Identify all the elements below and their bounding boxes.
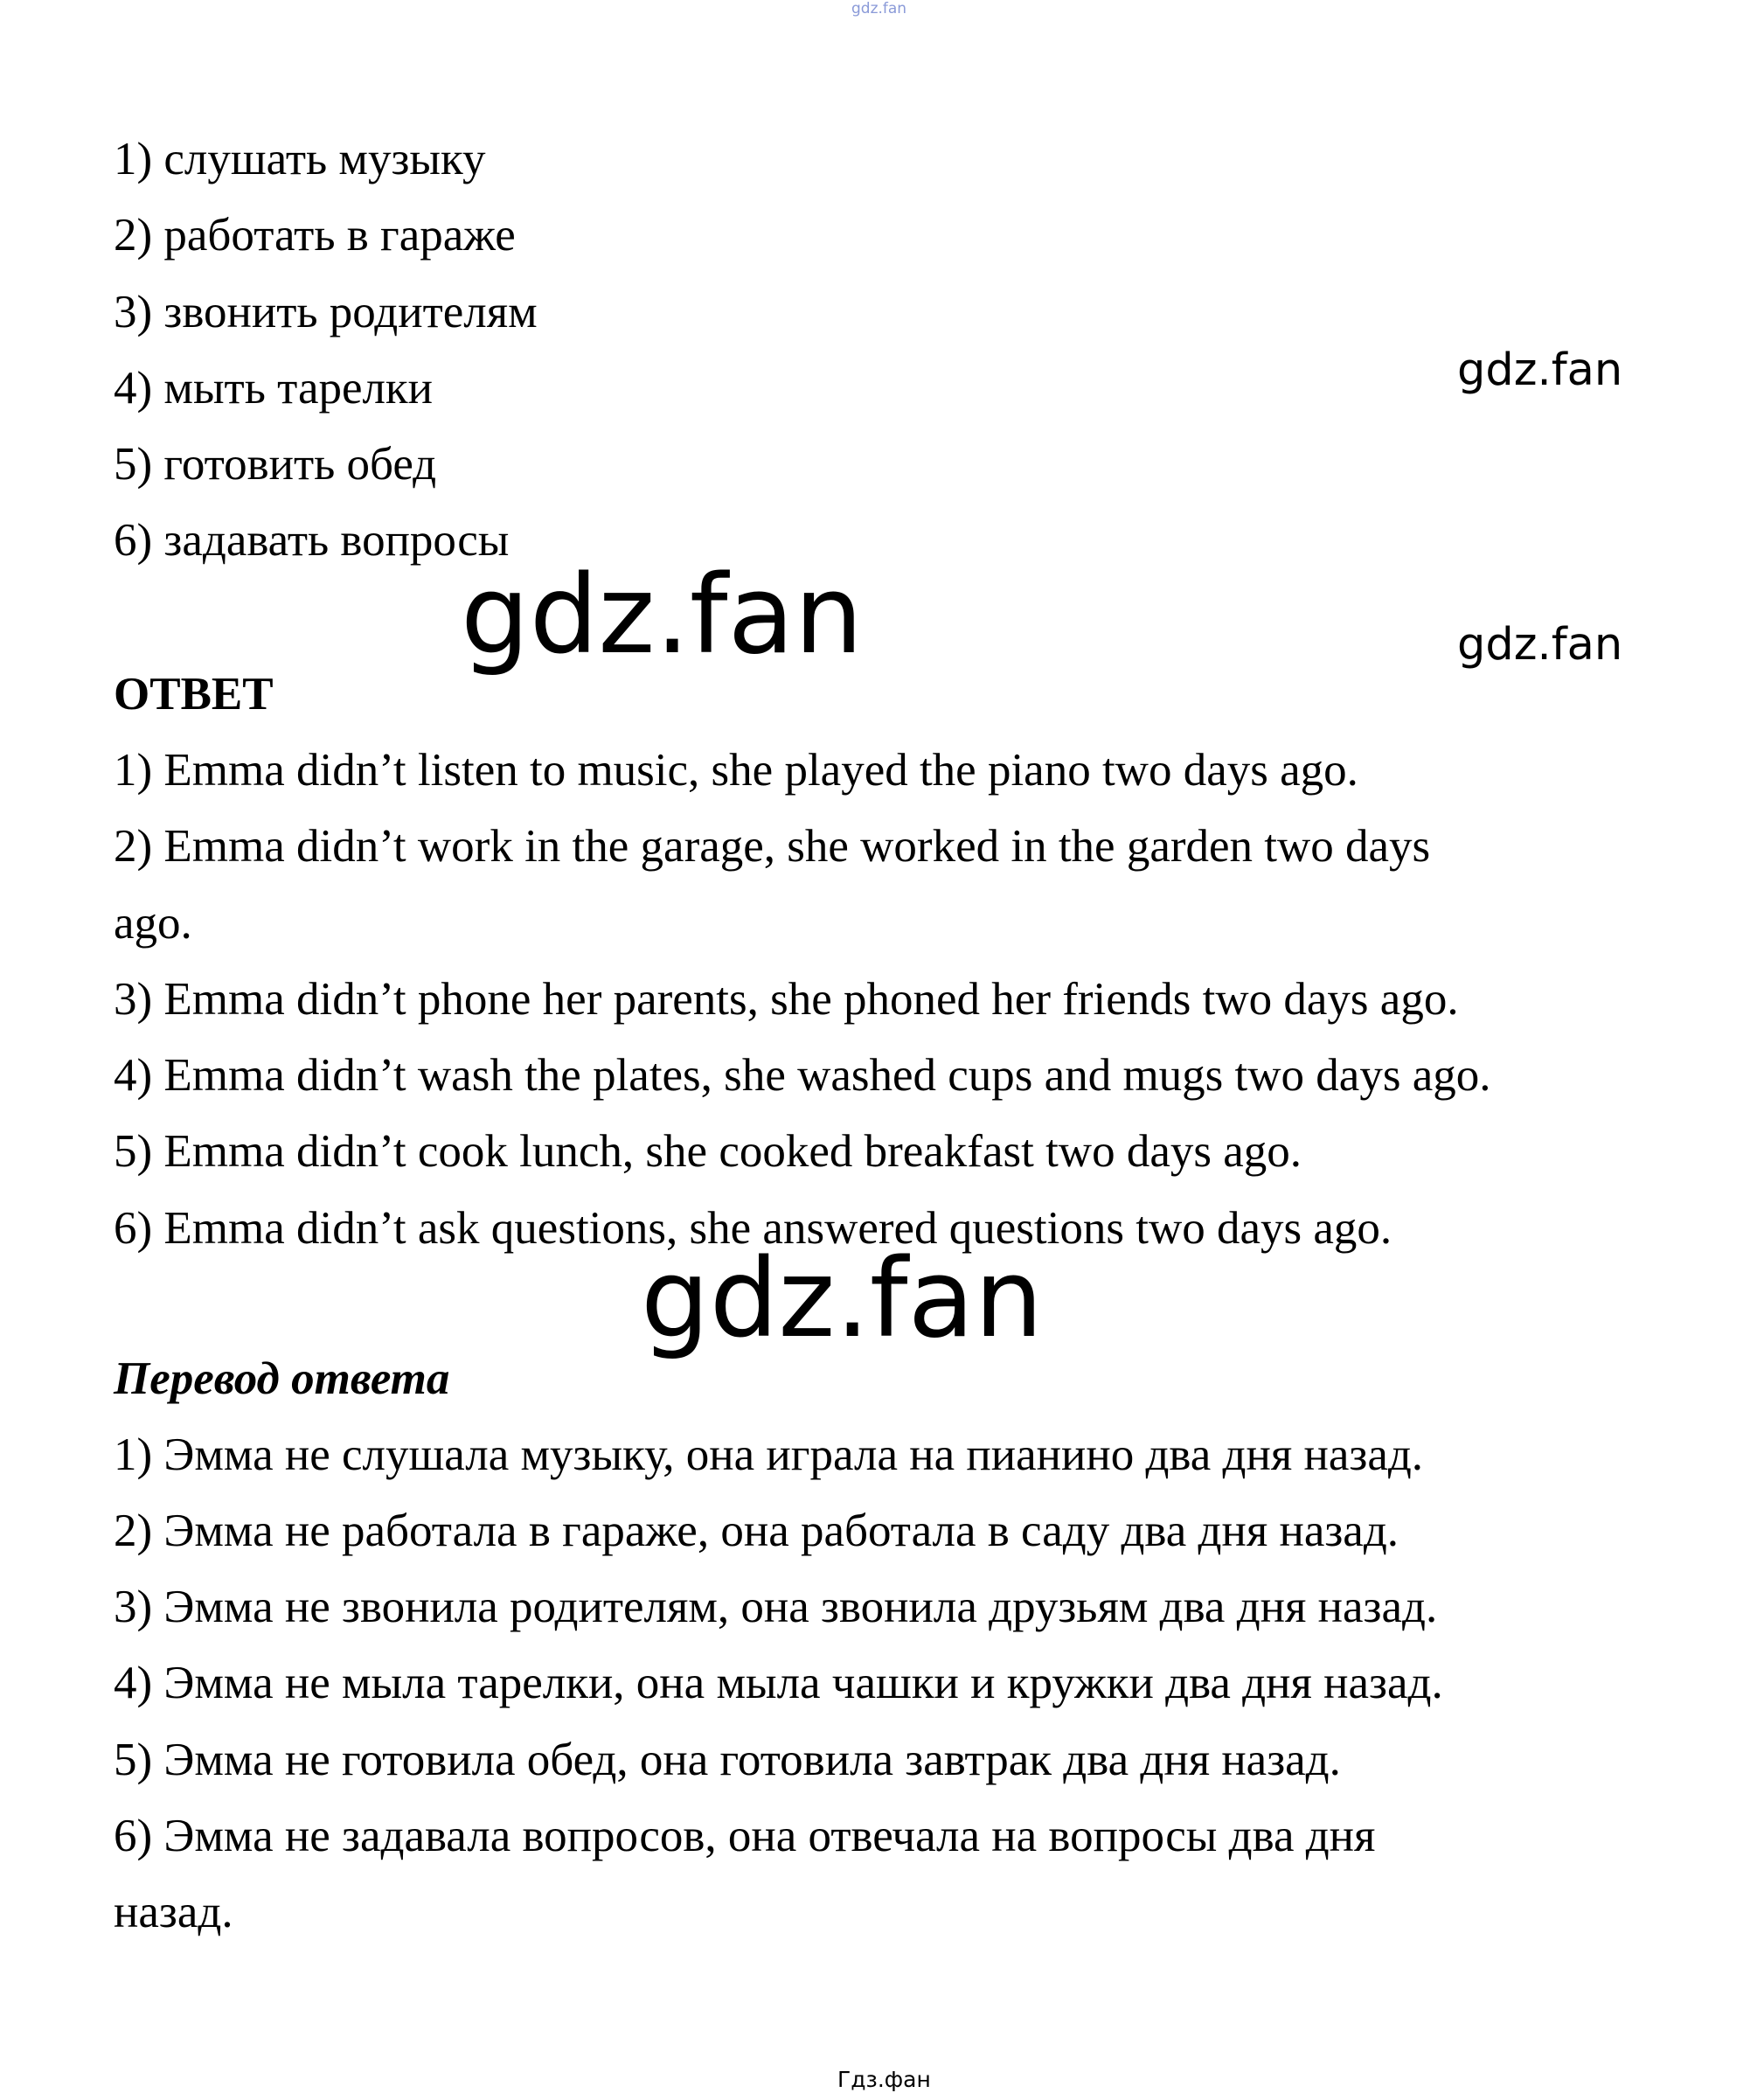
right-watermark-upper: gdz.fan	[1457, 344, 1623, 396]
answer-line: 6) Emma didn’t ask questions, she answered questions two days ago.	[114, 1203, 1392, 1254]
translation-line: 5) Эмма не готовила обед, она готовила завтрак два дня назад.	[114, 1735, 1341, 1785]
footer-watermark: Гдз.фан	[837, 2067, 931, 2092]
translation-heading: Перевод ответа	[114, 1353, 450, 1404]
answer-heading: ОТВЕТ	[114, 669, 274, 720]
task-item: 4) мыть тарелки	[114, 363, 434, 414]
answer-line: 4) Emma didn’t wash the plates, she washed cups and mugs two days ago.	[114, 1050, 1491, 1101]
translation-line: 3) Эмма не звонила родителям, она звонила друзьям два дня назад.	[114, 1582, 1438, 1632]
answer-line: 5) Emma didn’t cook lunch, she cooked breakfast two days ago.	[114, 1126, 1302, 1177]
top-watermark: gdz.fan	[851, 0, 907, 17]
answer-line: 1) Emma didn’t listen to music, she played the piano two days ago.	[114, 745, 1358, 796]
center-watermark-lower: gdz.fan	[641, 1236, 1044, 1362]
task-item: 5) готовить обед	[114, 439, 437, 490]
task-item: 3) звонить родителям	[114, 287, 538, 337]
translation-line: 6) Эмма не задавала вопросов, она отвечала на вопросы два дня	[114, 1811, 1376, 1861]
right-watermark-lower: gdz.fan	[1457, 619, 1623, 671]
task-item: 1) слушать музыку	[114, 134, 486, 184]
answer-line: 3) Emma didn’t phone her parents, she phoned her friends two days ago.	[114, 974, 1459, 1025]
answer-line: ago.	[114, 898, 192, 949]
task-item: 2) работать в гараже	[114, 210, 516, 261]
translation-line: 1) Эмма не слушала музыку, она играла на пианино два дня назад.	[114, 1429, 1424, 1480]
answer-line: 2) Emma didn’t work in the garage, she worked in the garden two days	[114, 821, 1431, 872]
translation-line: 2) Эмма не работала в гараже, она работала в саду два дня назад.	[114, 1505, 1399, 1556]
center-watermark-upper: gdz.fan	[461, 553, 864, 678]
translation-line: 4) Эмма не мыла тарелки, она мыла чашки и кружки два дня назад.	[114, 1658, 1443, 1708]
translation-line: назад.	[114, 1887, 233, 1937]
task-item: 6) задавать вопросы	[114, 515, 510, 566]
